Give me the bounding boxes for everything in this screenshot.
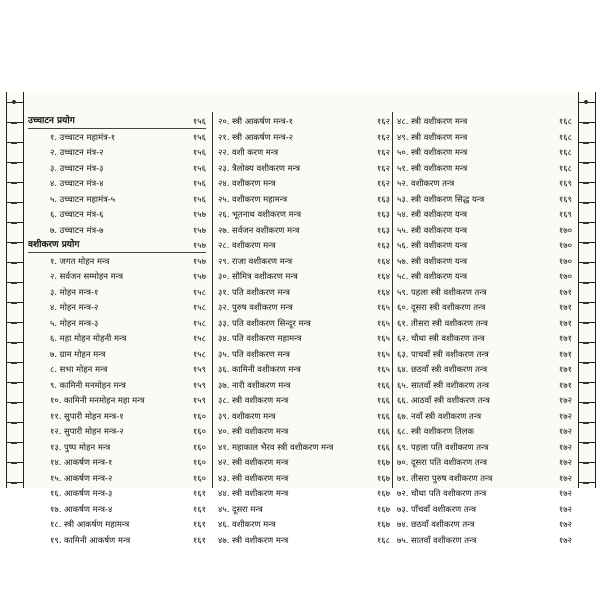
page-number: १६३ (376, 224, 390, 235)
entry-title: १३. पुष्प मोहन मन्त्र (50, 441, 111, 452)
entry-title: ४. मोहन मन्त्र-२ (50, 302, 99, 312)
contents-entry (28, 486, 206, 502)
contents-entry (218, 471, 390, 487)
contents-entry (28, 502, 206, 518)
page-number: १५७ (192, 240, 206, 250)
page-number: १६४ (376, 255, 390, 266)
contents-entry (218, 331, 390, 347)
entry-title: २२. वशी करण मन्त्र (218, 147, 279, 157)
entry-title: ४१. महाकाल भैरव स्त्री वशीकरण मन्त्र (218, 441, 334, 452)
contents-entry (397, 130, 572, 146)
contents-entry (218, 440, 390, 456)
page-number: १५८ (192, 302, 206, 312)
contents-entry (218, 223, 390, 239)
entry-title: ५८. स्त्री वशीकरण यन्त्र (397, 271, 468, 281)
page-number: १६४ (376, 271, 390, 281)
page-number: १६९ (558, 193, 572, 204)
entry-title: २. सर्वजन सम्मोहन मन्त्र (50, 271, 123, 281)
page-number: १६५ (376, 302, 390, 312)
page-number: १६५ (376, 317, 390, 328)
entry-title: ३२. पुरुष वशीकरण मन्त्र (218, 302, 293, 312)
contents-entry (218, 517, 390, 533)
contents-column-3 (397, 114, 572, 548)
page-number: १७१ (558, 364, 572, 374)
page-number: १६७ (376, 457, 390, 467)
entry-title: वशीकरण प्रयोग (28, 240, 80, 250)
page-number: १५६ (192, 193, 206, 204)
entry-title: ७. ग्राम मोहन मन्त्र (50, 348, 106, 359)
page-number: १६१ (192, 488, 206, 498)
page-number: १७० (558, 224, 572, 235)
entry-title: ३९. वशीकरण मन्त्र (218, 410, 276, 421)
contents-entry (28, 471, 206, 487)
page-number: १६७ (376, 472, 390, 483)
page-number: १६५ (376, 364, 390, 374)
page-number: १७२ (558, 503, 572, 514)
column-divider (392, 112, 393, 488)
page-number: १७० (558, 255, 572, 266)
entry-title: २. उच्चाटन मंत्र-२ (50, 147, 104, 157)
contents-entry (397, 347, 572, 363)
page-number: १६३ (376, 240, 390, 250)
entry-title: ६२. चौथा स्त्री वशीकरण तन्त्र (397, 333, 485, 343)
decorative-border-left (6, 92, 24, 488)
entry-title: ३३. पति वशीकरण सिन्दूर मन्त्र (218, 317, 311, 328)
page-number: १६६ (376, 426, 390, 436)
entry-title: ४०. स्त्री वशीकरण मन्त्र (218, 426, 289, 436)
page-number: १६८ (558, 147, 572, 157)
page-number: १७१ (558, 317, 572, 328)
contents-entry (28, 161, 206, 177)
contents-entry (397, 455, 572, 471)
entry-title: ७१. तीसरा पुरुष वशीकरण तन्त्र (397, 472, 493, 483)
heading-underline (28, 128, 206, 129)
page-number: १७२ (558, 410, 572, 421)
page-number: १७२ (558, 426, 572, 436)
page-number: १६१ (192, 503, 206, 514)
entry-title: २६. भूतनाथ वशीकरण मन्त्र (218, 209, 301, 219)
entry-title: २३. त्रैलोक्य वशीकरण मन्त्र (218, 162, 300, 173)
page-number: १७१ (558, 302, 572, 312)
page-number: १५७ (192, 255, 206, 266)
contents-entry (397, 300, 572, 316)
page-number: १५६ (192, 131, 206, 142)
entry-title: ७४. छठवाँ वशीकरण तन्त्र (397, 519, 475, 529)
contents-entry (397, 440, 572, 456)
page-number: १६८ (558, 116, 572, 126)
entry-title: ४. उच्चाटन मंत्र-४ (50, 178, 104, 188)
entry-title: १५. आकर्षण मन्त्र-२ (50, 472, 113, 483)
contents-entry (218, 362, 390, 378)
page-number: १६० (192, 472, 206, 483)
contents-entry (397, 316, 572, 332)
contents-entry (218, 176, 390, 192)
contents-entry (218, 502, 390, 518)
entry-title: ५. उच्चाटन महामंत्र-५ (50, 193, 116, 204)
contents-column-2 (218, 114, 390, 548)
entry-title: ६५. सातवाँ स्त्री वशीकरण तन्त्र (397, 379, 490, 390)
contents-entry (397, 207, 572, 223)
contents-entry (218, 316, 390, 332)
page-number: १७१ (558, 333, 572, 343)
contents-entry (397, 471, 572, 487)
contents-entry (218, 285, 390, 301)
page-number: १६६ (376, 441, 390, 452)
contents-entry (28, 300, 206, 316)
page-number: १६३ (376, 209, 390, 219)
page-number: १६१ (192, 519, 206, 529)
contents-entry (28, 145, 206, 161)
entry-title: ६६. आठवाँ स्त्री वशीकरण तन्त्र (397, 395, 490, 405)
page-number: १६० (192, 457, 206, 467)
entry-title: ६०. दूसरा स्त्री वशीकरण तन्त्र (397, 302, 486, 312)
entry-title: १४. आकर्षण मन्त्र-१ (50, 457, 113, 467)
entry-title: ४४. स्त्री वशीकरण मन्त्र (218, 488, 289, 498)
entry-title: उच्चाटन प्रयोग (28, 116, 75, 126)
entry-title: ५. मोहन मन्त्र-३ (50, 317, 99, 328)
contents-entry (28, 517, 206, 533)
contents-entry (397, 145, 572, 161)
contents-entry (218, 145, 390, 161)
contents-entry (397, 269, 572, 285)
page-number: १५६ (192, 178, 206, 188)
entry-title: ३. मोहन मन्त्र-१ (50, 286, 99, 297)
contents-entry (397, 517, 572, 533)
contents-entry (218, 254, 390, 270)
page-number: १६४ (376, 286, 390, 297)
contents-entry (28, 223, 206, 239)
contents-entry (218, 161, 390, 177)
page-number: १५९ (192, 395, 206, 405)
contents-entry (397, 223, 572, 239)
entry-title: ६४. छठवाँ स्त्री वशीकरण तन्त्र (397, 364, 488, 374)
contents-entry (28, 533, 206, 549)
contents-entry (28, 393, 206, 409)
contents-entry (218, 207, 390, 223)
entry-title: ३०. सौमित्र वशीकरण मन्त्र (218, 271, 298, 281)
contents-entry (218, 269, 390, 285)
entry-title: ४३. स्त्री वशीकरण मन्त्र (218, 472, 289, 483)
entry-title: ७३. पाँचवाँ वशीकरण तन्त्र (397, 503, 476, 514)
contents-entry (218, 114, 390, 130)
entry-title: १२. सुपारी मोहन मन्त्र-२ (50, 426, 124, 436)
contents-entry (218, 378, 390, 394)
entry-title: ३७. नारी वशीकरण मन्त्र (218, 379, 291, 390)
page-number: १६७ (376, 503, 390, 514)
entry-title: २०. स्त्री आकर्षण मन्त्र-१ (218, 116, 294, 126)
contents-entry (28, 269, 206, 285)
page-number: १५८ (192, 317, 206, 328)
entry-title: ४५. दूसरा मन्त्र (218, 503, 263, 514)
entry-title: ६३. पाचवाँ स्त्री वशीकरण तन्त्र (397, 348, 489, 359)
entry-title: ७०. दूसरा पति वशीकरण तन्त्र (397, 457, 487, 467)
entry-title: ३४. पति वशीकरण महामन्त्र (218, 333, 302, 343)
page-number: १६२ (376, 147, 390, 157)
page-number: १६५ (376, 333, 390, 343)
entry-title: १६. आकर्षण मन्त्र-३ (50, 488, 113, 498)
entry-title: २१. स्त्री आकर्षण मन्त्र-२ (218, 131, 294, 142)
contents-entry (218, 238, 390, 254)
entry-title: ४२. स्त्री वशीकरण मन्त्र (218, 457, 289, 467)
entry-title: १. उच्चाटन महामंत्र-१ (50, 131, 116, 142)
contents-entry (28, 254, 206, 270)
contents-entry (218, 409, 390, 425)
entry-title: ५४. स्त्री वशीकरण यन्त्र (397, 209, 468, 219)
entry-title: ९. कामिनी मनमोहन मन्त्र (50, 379, 126, 390)
entry-title: ७५. सातवाँ वशीकरण तन्त्र (397, 534, 477, 545)
section-heading (28, 238, 206, 254)
contents-entry (218, 455, 390, 471)
entry-title: ३६. कामिनी वशीकरण मन्त्र (218, 364, 301, 374)
entry-title: ५३. स्त्री वशीकरण सिद्ध यन्त्र (397, 193, 485, 204)
entry-title: ७. उच्चाटन मंत्र-७ (50, 224, 104, 235)
entry-title: ४६. वशीकरण मन्त्र (218, 519, 276, 529)
page-number: १५८ (192, 333, 206, 343)
page-number: १६२ (376, 162, 390, 173)
contents-entry (397, 238, 572, 254)
contents-entry (218, 424, 390, 440)
page-number: १६६ (376, 379, 390, 390)
page-number: १६९ (558, 178, 572, 188)
page-number: १५७ (192, 224, 206, 235)
contents-entry (28, 440, 206, 456)
page-number: १६३ (376, 193, 390, 204)
page-number: १६६ (376, 410, 390, 421)
contents-entry (218, 300, 390, 316)
contents-entry (397, 409, 572, 425)
page-number: १६८ (376, 534, 390, 545)
contents-entry (397, 161, 572, 177)
contents-entry (28, 409, 206, 425)
contents-entry (28, 331, 206, 347)
entry-title: १०. कामिनी मनमोहन महा मन्त्र (50, 395, 145, 405)
contents-entry (28, 207, 206, 223)
contents-entry (397, 176, 572, 192)
entry-title: २९. राजा वशीकरण मन्त्र (218, 255, 293, 266)
page-number: १६१ (192, 534, 206, 545)
entry-title: २४. वशीकरण मन्त्र (218, 178, 276, 188)
contents-entry (28, 378, 206, 394)
page-number: १६८ (558, 162, 572, 173)
contents-entry (218, 192, 390, 208)
entry-title: ६. महा मोहन मोहनी मन्त्र (50, 333, 127, 343)
column-divider (212, 112, 213, 488)
contents-entry (218, 486, 390, 502)
entry-title: ११. सुपारी मोहन मन्त्र-१ (50, 410, 124, 421)
page-number: १६० (192, 410, 206, 421)
page-number: १७१ (558, 286, 572, 297)
contents-entry (28, 192, 206, 208)
page-number: १६२ (376, 131, 390, 142)
contents-entry (28, 455, 206, 471)
page-number: १७० (558, 271, 572, 281)
page-number: १६२ (376, 116, 390, 126)
section-heading (28, 114, 206, 130)
page-number: १६७ (376, 519, 390, 529)
contents-entry (397, 502, 572, 518)
page-number: १५६ (192, 116, 206, 126)
entry-title: ६१. तीसरा स्त्री वशीकरण तन्त्र (397, 317, 488, 328)
entry-title: ५१. स्त्री वशीकरण मन्त्र (397, 162, 468, 173)
entry-title: १९. कामिनी आकर्षण मन्त्र (50, 534, 131, 545)
page-number: १५९ (192, 379, 206, 390)
entry-title: ५५. स्त्री वशीकरण यन्त्र (397, 224, 468, 235)
entry-title: २७. सर्वजन वशीकरण मन्त्र (218, 224, 300, 235)
contents-entry (397, 331, 572, 347)
contents-entry (28, 347, 206, 363)
page-number: १६८ (558, 131, 572, 142)
page-number: १५९ (192, 364, 206, 374)
page-number: १७२ (558, 457, 572, 467)
entry-title: ४९. स्त्री वशीकरण मन्त्र (397, 131, 468, 142)
contents-entry (397, 378, 572, 394)
contents-entry (218, 393, 390, 409)
entry-title: १७. आकर्षण मन्त्र-४ (50, 503, 113, 514)
entry-title: ५०. स्त्री वशीकरण मन्त्र (397, 147, 468, 157)
page-number: १६७ (376, 488, 390, 498)
entry-title: ६. उच्चाटन मंत्र-६ (50, 209, 104, 219)
entry-title: ३५. पति वशीकरण मन्त्र (218, 348, 290, 359)
book-page (0, 92, 600, 545)
page-number: १६२ (376, 178, 390, 188)
page-number: १७२ (558, 534, 572, 545)
contents-entry (397, 254, 572, 270)
contents-column-1 (28, 114, 206, 548)
contents-entry (28, 424, 206, 440)
contents-entry (397, 533, 572, 549)
page-number: १५८ (192, 286, 206, 297)
entry-title: ६८. स्त्री वशीकरण तिलक (397, 426, 474, 436)
contents-entry (28, 362, 206, 378)
entry-title: २८. वशीकरण मन्त्र (218, 240, 276, 250)
entry-title: ४७. स्त्री वशीकरण मन्त्र (218, 534, 289, 545)
heading-underline (28, 252, 206, 253)
page-number: १६९ (558, 209, 572, 219)
contents-entry (397, 393, 572, 409)
contents-entry (218, 347, 390, 363)
entry-title: ६९. पहला पति वशीकरण तन्त्र (397, 441, 489, 452)
page-number: १६५ (376, 348, 390, 359)
entry-title: ६७. नवाँ स्त्री वशीकरण तन्त्र (397, 410, 482, 421)
contents-entry (397, 362, 572, 378)
entry-title: १८. स्त्री आकर्षण महामन्त्र (50, 519, 130, 529)
decorative-border-right (578, 92, 596, 488)
page-number: १५७ (192, 271, 206, 281)
entry-title: १. जगत मोहन मन्त्र (50, 255, 110, 266)
entry-title: २५. वशीकरण महामन्त्र (218, 193, 288, 204)
contents-entry (28, 130, 206, 146)
contents-entry (397, 424, 572, 440)
page-number: १७१ (558, 348, 572, 359)
page-number: १६० (192, 441, 206, 452)
page-number: १७२ (558, 488, 572, 498)
page-number: १५७ (192, 209, 206, 219)
contents-entry (397, 192, 572, 208)
contents-entry (218, 130, 390, 146)
page-number: १७२ (558, 441, 572, 452)
page-number: १७२ (558, 472, 572, 483)
contents-entry (28, 176, 206, 192)
contents-entry (28, 285, 206, 301)
contents-entry (397, 486, 572, 502)
entry-title: ३. उच्चाटन मंत्र-३ (50, 162, 104, 173)
page-number: १७२ (558, 395, 572, 405)
contents-entry (218, 533, 390, 549)
contents-entry (397, 114, 572, 130)
entry-title: ३१. पति वशीकरण मन्त्र (218, 286, 290, 297)
page-number: १५६ (192, 162, 206, 173)
entry-title: ५९. पहला स्त्री वशीकरण तन्त्र (397, 286, 487, 297)
page-number: १५८ (192, 348, 206, 359)
page-number: १५६ (192, 147, 206, 157)
entry-title: ५७. स्त्री वशीकरण यन्त्र (397, 255, 468, 266)
entry-title: ५६. स्त्री वशीकरण यन्त्र (397, 240, 468, 250)
page-number: १७० (558, 240, 572, 250)
contents-entry (28, 316, 206, 332)
entry-title: ४८. स्त्री वशीकरण मन्त्र (397, 116, 468, 126)
page-number: १६६ (376, 395, 390, 405)
entry-title: ७२. चौथा पति वशीकरण तन्त्र (397, 488, 487, 498)
page-number: १७१ (558, 379, 572, 390)
entry-title: ३८. स्त्री वशीकरण मन्त्र (218, 395, 289, 405)
contents-entry (397, 285, 572, 301)
page-number: १६० (192, 426, 206, 436)
entry-title: ५२. वशीकरण तन्त्र (397, 178, 455, 188)
page-number: १७२ (558, 519, 572, 529)
entry-title: ८. सभा मोहन मन्त्र (50, 364, 108, 374)
